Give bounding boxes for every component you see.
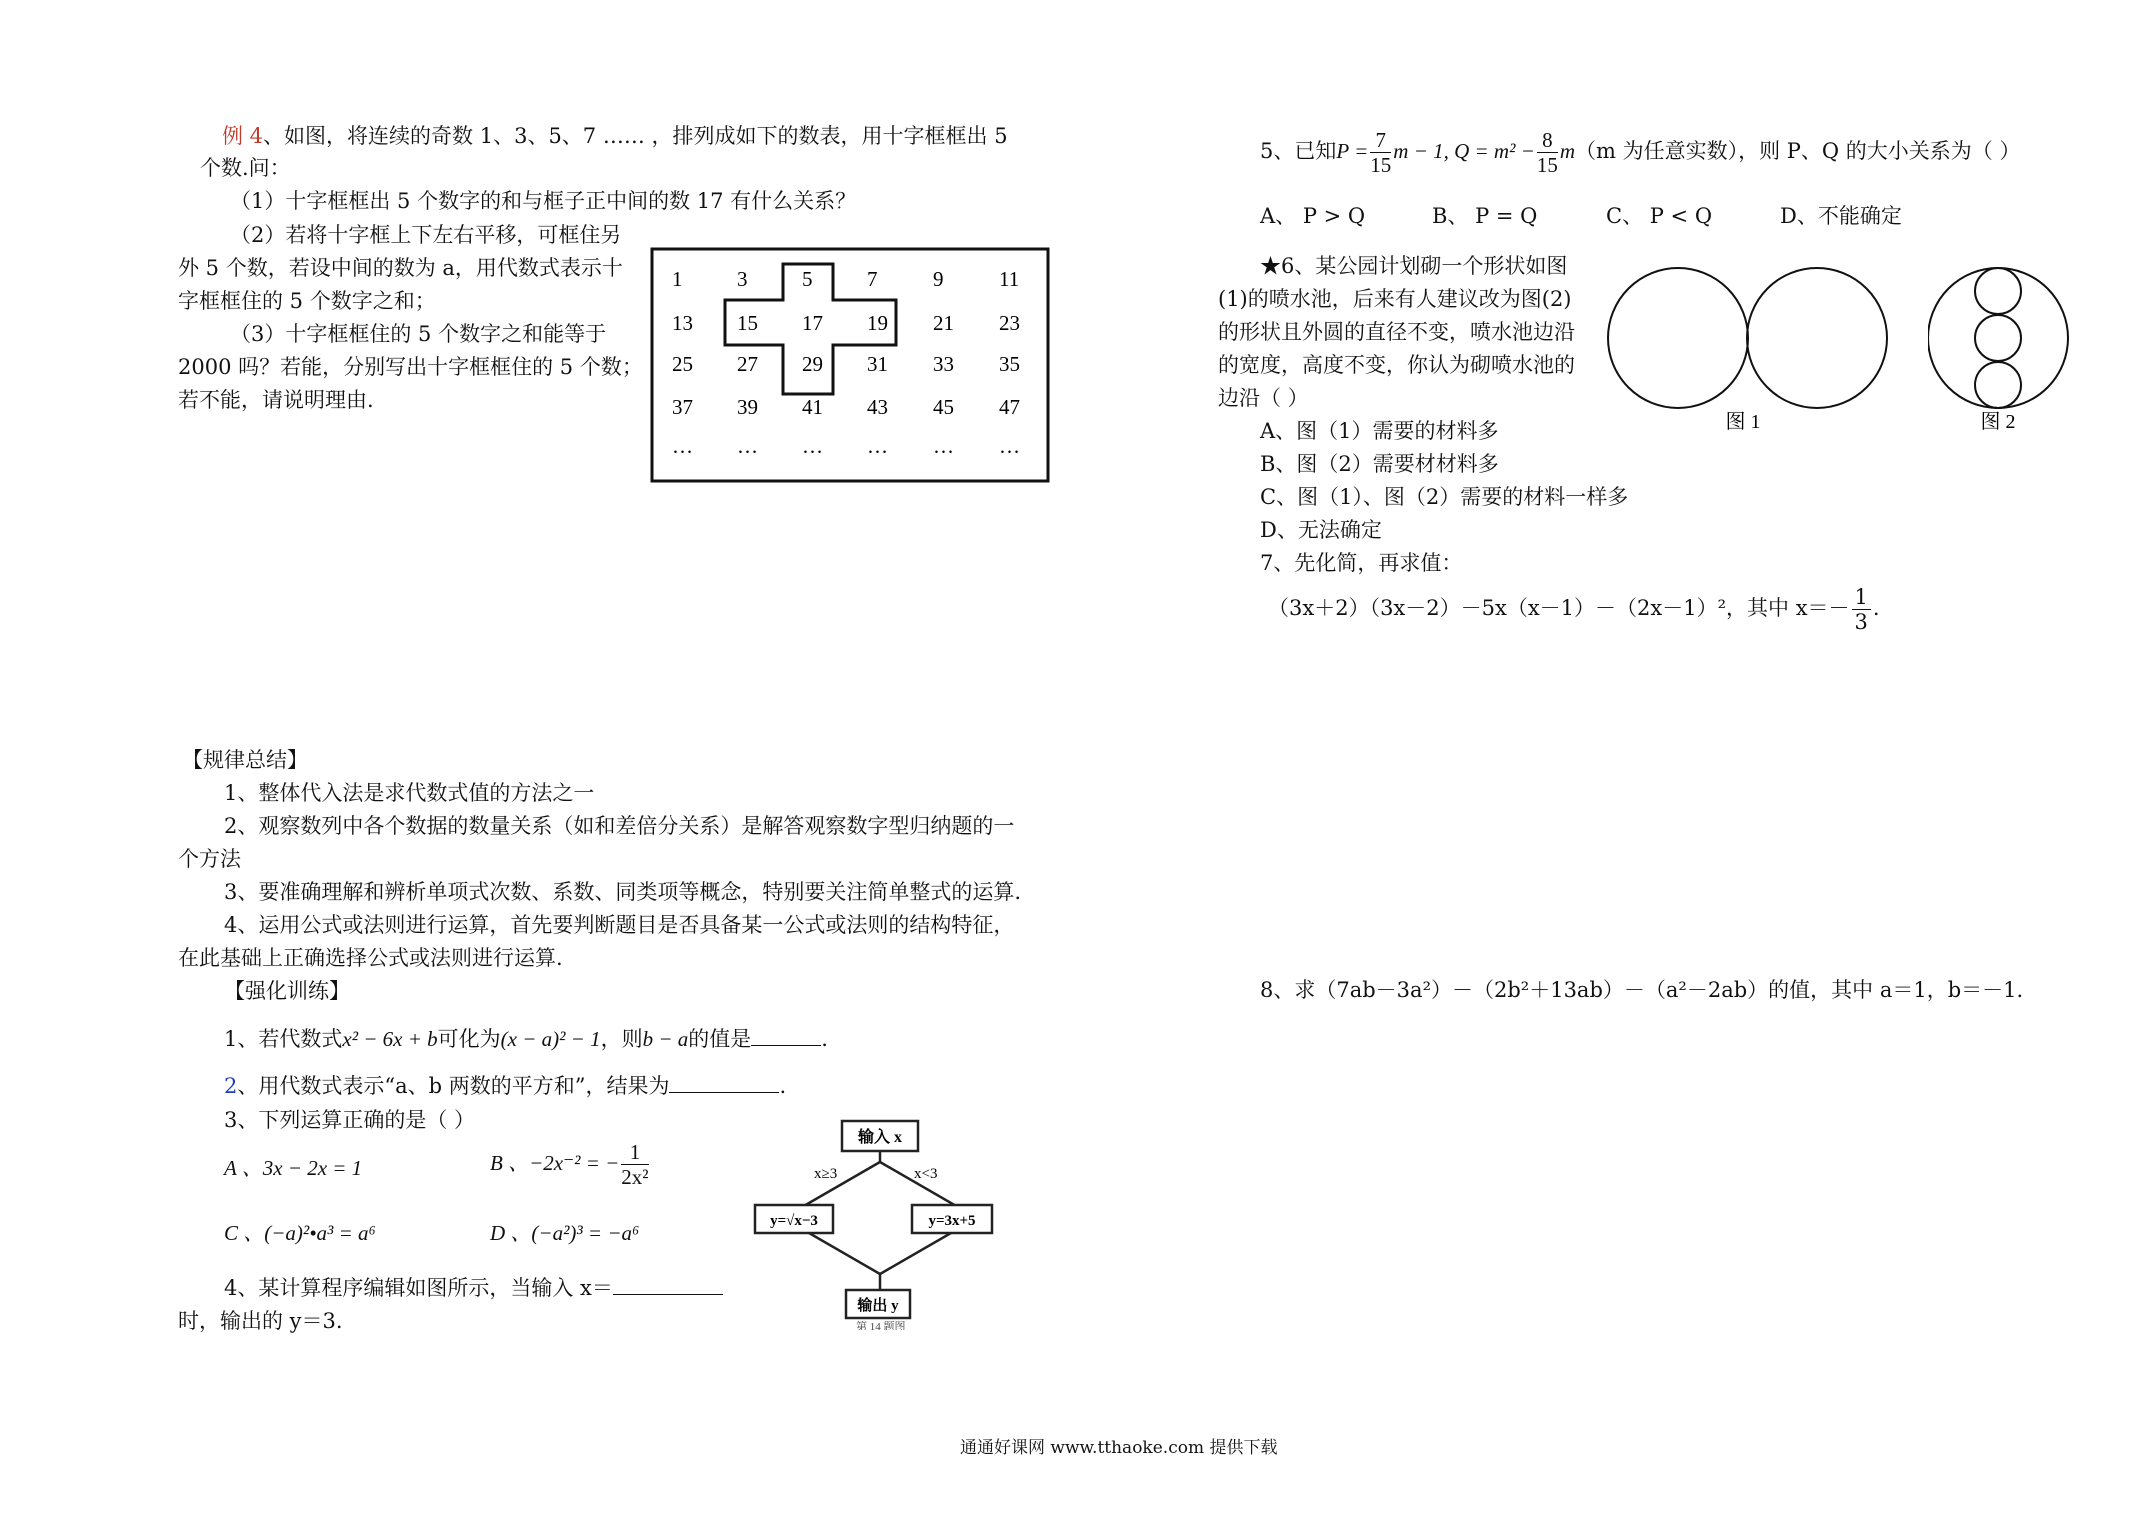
example4-line1: 例 4、如图，将连续的奇数 1、3、5、7 …… ，排列成如下的数表，用十字框框出 5: [222, 124, 1008, 148]
table-cell: 23: [999, 311, 1020, 335]
table-cell: 3: [737, 267, 748, 291]
table-cell: 35: [999, 352, 1020, 376]
example4-q1: （1）十字框框出 5 个数字的和与框子正中间的数 17 有什么关系？: [230, 189, 857, 213]
table-cell: …: [999, 434, 1020, 458]
fountain-figure-2: [1928, 262, 2078, 442]
q6-option-d: D、无法确定: [1260, 518, 1382, 542]
q5-option-b: B、 P = Q: [1432, 204, 1538, 228]
flowchart: [752, 1118, 1012, 1330]
q6-line4: 的宽度，高度不变，你认为砌喷水池的: [1218, 353, 1575, 377]
table-cells: [672, 267, 1020, 458]
summary-item4-line2: 在此基础上正确选择公式或法则进行运算.: [178, 946, 563, 970]
q5-option-d: D、不能确定: [1780, 204, 1902, 228]
q6-line5: 边沿（ ）: [1218, 386, 1309, 410]
flow-right-label: y=3x+5: [928, 1213, 976, 1229]
training-title: 【强化训练】: [224, 979, 350, 1003]
fig1-label: 图 1: [1725, 411, 1761, 433]
table-cell: 5: [802, 267, 813, 291]
flow-input-label: 输入 x: [857, 1129, 903, 1146]
table-cell: 25: [672, 352, 693, 376]
fig2-label: 图 2: [1980, 411, 2016, 433]
training-q3-option-d: D 、(−a²)³ = −a⁶: [490, 1221, 640, 1245]
footer: 通通好课网 www.tthaoke.com 提供下载: [960, 1438, 1278, 1458]
answer-blank[interactable]: [669, 1070, 779, 1093]
q6-option-b: B、图（2）需要材材料多: [1260, 452, 1499, 476]
flow-left-label: y=√x−3: [770, 1213, 818, 1229]
table-cell: 27: [737, 352, 758, 376]
table-cell: 45: [933, 395, 954, 419]
example4-q3-line1: （3）十字框框住的 5 个数字之和能等于: [230, 322, 607, 346]
training-q4-line1: 4、某计算程序编辑如图所示，当输入 x＝: [224, 1272, 723, 1304]
training-q4-line2: 时，输出的 y＝3.: [178, 1309, 343, 1333]
table-cell: …: [867, 434, 888, 458]
q6-option-a: A、图（1）需要的材料多: [1260, 419, 1499, 443]
table-cell: …: [802, 434, 823, 458]
summary-item2-line2: 个方法: [178, 847, 241, 871]
table-cell: 47: [999, 395, 1020, 419]
q7-title: 7、先化简，再求值：: [1260, 551, 1463, 575]
q8: 8、求（7ab－3a²）－（2b²＋13ab）－（a²－2ab）的值，其中 a＝1，b＝－1.: [1260, 978, 2024, 1002]
table-cell: 43: [867, 395, 888, 419]
example4-q2-line2: 外 5 个数，若设中间的数为 a，用代数式表示十: [178, 256, 623, 280]
training-q1: 1、若代数式x² − 6x + b可化为(x − a)² − 1，则b − a的值是 .: [224, 1023, 828, 1055]
table-cell: 33: [933, 352, 954, 376]
table-cell: …: [672, 434, 693, 458]
training-q3-option-a: A 、3x − 2x = 1: [224, 1156, 363, 1180]
table-cell: 13: [672, 311, 693, 335]
table-cell: 29: [802, 352, 823, 376]
table-cell: 37: [672, 395, 693, 419]
flow-output-label: 输出 y: [857, 1298, 899, 1314]
flow-cond-right: x<3: [914, 1166, 938, 1182]
table-cell: …: [933, 434, 954, 458]
example4-q3-line3: 若不能，请说明理由.: [178, 388, 374, 412]
training-q3: 3、下列运算正确的是（ ）: [224, 1108, 476, 1132]
table-cell: 39: [737, 395, 758, 419]
table-cell: 15: [737, 311, 758, 335]
example4-q2-line3: 字框框住的 5 个数字之和；: [178, 289, 436, 313]
summary-title: 【规律总结】: [182, 748, 308, 772]
table-cell: 21: [933, 311, 954, 335]
q5-option-c: C、 P < Q: [1606, 204, 1713, 228]
table-cell: 7: [867, 267, 878, 291]
q6-line1: ★6、某公园计划砌一个形状如图: [1260, 254, 1568, 278]
table-cell: 9: [933, 267, 944, 291]
table-cell: …: [737, 434, 758, 458]
q5-line: 5、已知P = $\frac{7}{15}$ m − 1, Q = m² − $\frac{8}{15}$ m（m 为任意实数），则 P、Q 的大小关系为（ ）: [1260, 128, 2021, 177]
odd-number-table: [650, 247, 1050, 483]
summary-item1: 1、整体代入法是求代数式值的方法之一: [224, 781, 595, 805]
flow-cond-left: x≥3: [814, 1166, 838, 1182]
q5-option-a: A、 P > Q: [1260, 204, 1366, 228]
table-cell: 41: [802, 395, 823, 419]
training-q2: 2、用代数式表示“a、b 两数的平方和”，结果为 .: [224, 1070, 786, 1102]
training-q3-option-b: B 、−2x⁻² = − $\frac{1}{\text{2x²}}$: [490, 1140, 649, 1189]
summary-item2-line1: 2、观察数列中各个数据的数量关系（如和差倍分关系）是解答观察数字型归纳题的一: [224, 814, 1015, 838]
answer-blank[interactable]: [751, 1023, 821, 1046]
fountain-figure-1: [1605, 262, 1905, 442]
example4-label: 例 4: [222, 124, 264, 148]
table-border: [652, 249, 1048, 481]
summary-item3: 3、要准确理解和辨析单项式次数、系数、同类项等概念，特别要关注简单整式的运算.: [224, 880, 1022, 904]
answer-blank[interactable]: [613, 1272, 723, 1295]
table-cell: 11: [999, 267, 1020, 291]
q6-option-c: C、图（1）、图（2）需要的材料一样多: [1260, 485, 1629, 509]
q7-expression: （3x＋2）（3x－2）－5x（x－1）－（2x－1）²，其中 x＝－ $\frac{1}{3}$ .: [1268, 585, 1880, 634]
training-q3-option-c: C 、(−a)²•a³ = a⁶: [224, 1221, 376, 1245]
flow-caption: 第 14 题图: [856, 1321, 906, 1330]
table-cell: 1: [672, 267, 683, 291]
example4-line2: 个数.问：: [200, 156, 291, 180]
example4-q3-line2: 2000 吗？若能，分别写出十字框框住的 5 个数；: [178, 355, 643, 379]
table-cell: 17: [802, 311, 823, 335]
q6-line3: 的形状且外圆的直径不变，喷水池边沿: [1218, 320, 1575, 344]
table-cell: 19: [867, 311, 888, 335]
table-cell: 31: [867, 352, 888, 376]
summary-item4-line1: 4、运用公式或法则进行运算，首先要判断题目是否具备某一公式或法则的结构特征，: [224, 913, 1015, 937]
q6-line2: (1)的喷水池，后来有人建议改为图(2): [1218, 287, 1572, 311]
example4-q2-line1: （2）若将十字框上下左右平移，可框住另: [230, 223, 622, 247]
